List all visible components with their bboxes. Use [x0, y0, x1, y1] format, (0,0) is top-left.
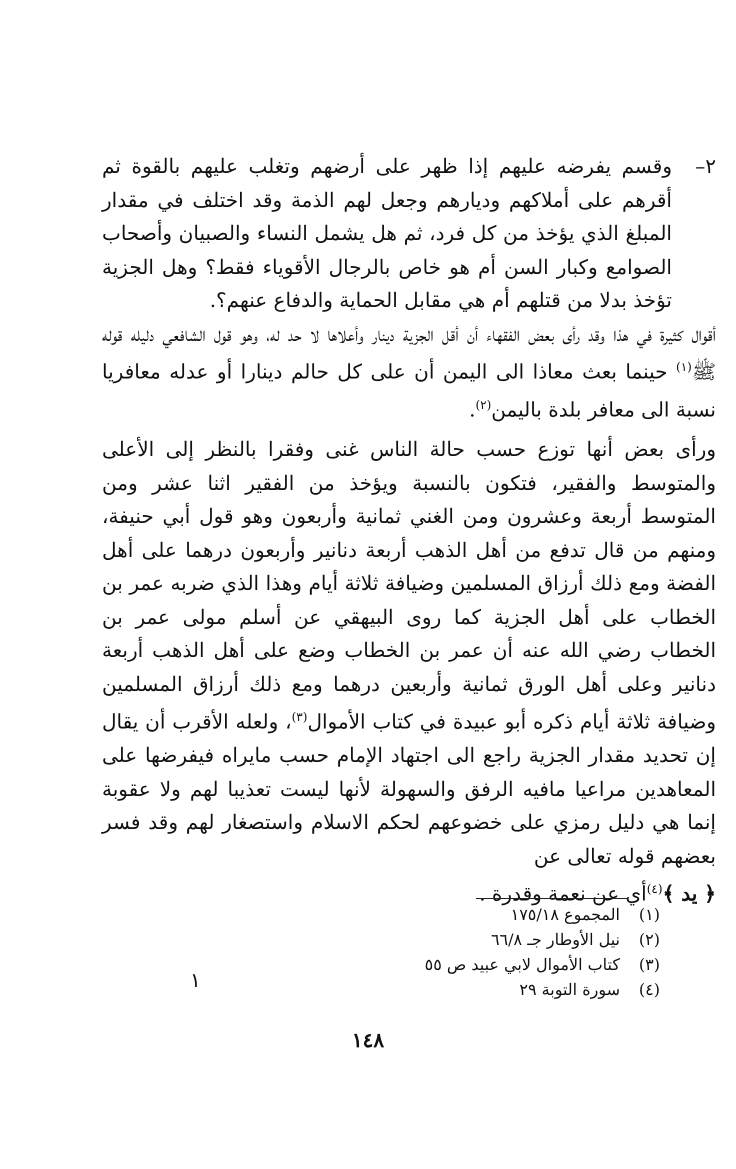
footnote-1: [300, 902, 660, 927]
paragraph-2-text-b: حينما بعث معاذا الى اليمن أن على كل حالم دينارا أو عدله معافريا نسبة الى معافر بلدة باليمن: [102, 359, 716, 422]
paragraph-3-text-a: ورأى بعض أنها توزع حسب حالة الناس غنى وفقرا بالنظر إلى الأعلى والمتوسط والفقير، فتكون بالنسبة ويؤخذ من الفقير اثنا عشر ومن المتوسط أربعة وعشرون ومن الغني ثمانية وأربعون وهو قول أبي حنيفة، ومنهم من قال تدفع من أهل الذهب أربعة دنانير وأربعون درهما على أهل الفضة ومع ذلك أرزاق المسلمين وضيافة ثلاثة أيام وهذا الذي ضربه عمر بن الخطاب على أهل الجزية كما روى البيهقي عن أسلم مولى عمر بن الخطاب رضي الله عنه أن عمر بن الخطاب وضع على أهل الذهب أربعة دنانير وعلى أهل الورق ثمانية وأربعين درهما ومع ذلك أرزاق المسلمين وضيافة ثلاثة أيام ذكره أبو عبيدة في كتاب الأموال: [102, 437, 716, 734]
item-number: ٢–: [695, 154, 716, 178]
footnote-ref-3: (٣): [291, 710, 308, 725]
margin-mark: ١: [190, 968, 201, 992]
footnote-divider: [476, 898, 628, 899]
quran-quote: ﴿ يد ﴾: [662, 882, 716, 907]
paragraph-3: [102, 433, 716, 873]
footnote-text: نيل الأوطار جـ ٦٦/٨: [490, 930, 620, 949]
footnote-3: [300, 952, 660, 977]
paragraph-2-text-a: أقوال كثيرة في هذا وقد رأى بعض الفقهاء أن أقل الجزية دينار وأعلاها لا حد له، وهو قول الشافعي دليله قوله ﷺ: [102, 321, 717, 384]
footnote-ref-2: (٢): [475, 398, 492, 413]
paragraph-2-text-c: .: [469, 397, 476, 422]
paragraph-3-text-b: ، ولعله الأقرب أن يقال إن تحديد مقدار الجزية راجع الى اجتهاد الإمام حسب مايراه فيفرضها على المعاهدين مراعيا مافيه الرفق والسهولة لأنها ليست تعذيبا لهم ولا عقوبة إنما هي دليل رمزي على خضوعهم لحكم الاسلام واستصغار لهم وقد فسر بعضهم قوله تعالى عن: [102, 709, 716, 868]
footnotes: [300, 902, 660, 1002]
footnote-ref-1: (١): [676, 360, 692, 374]
footnote-number: (١): [638, 905, 660, 924]
footnote-text: كتاب الأموال لابي عبيد ص ٥٥: [424, 955, 620, 974]
main-text: [102, 150, 716, 912]
paragraph-2: [102, 318, 716, 428]
footnote-number: (٤): [638, 980, 660, 999]
page-number: ١٤٨: [351, 1028, 385, 1052]
footnote-number: (٢): [638, 930, 660, 949]
footnote-number: (٣): [638, 955, 660, 974]
paragraph-1: [102, 150, 716, 318]
paragraph-1-text: وقسم يفرضه عليهم إذا ظهر على أرضهم وتغلب عليهم بالقوة ثم أقرهم على أملاكهم وديارهم وجعل لهم الذمة وقد اختلف في مقدار المبلغ الذي يؤخذ من كل فرد، ثم هل يشمل النساء والصبيان وأصحاب الصوامع وكبار السن أم هو خاص بالرجال الأقوياء فقط؟ وهل الجزية تؤخذ بدلا من قتلهم أم هي مقابل الحماية والدفاع عنهم؟.: [102, 154, 672, 312]
paragraph-3-text-c: أي عن نعمة وقدرة .: [479, 882, 647, 907]
footnote-2: [300, 927, 660, 952]
footnote-4: [300, 977, 660, 1002]
footnote-text: المجموع ١٧٥/١٨: [510, 905, 620, 924]
footnote-ref-4: (٤): [646, 882, 663, 897]
footnote-text: سورة التوبة ٢٩: [519, 980, 620, 999]
